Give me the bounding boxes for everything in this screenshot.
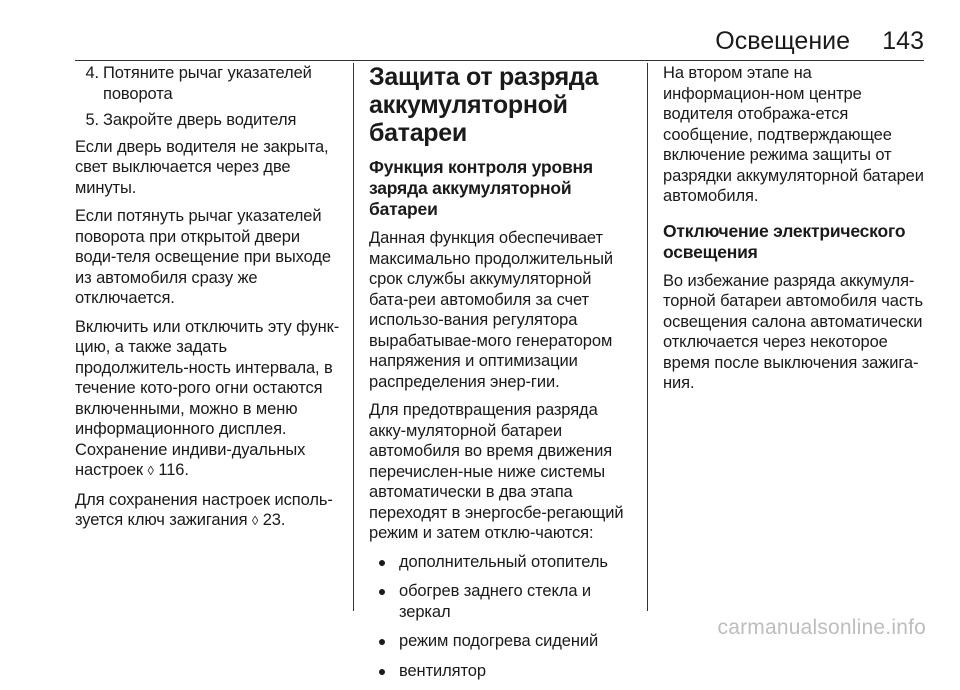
- paragraph-door-open: Если дверь водителя не закрыта, свет выключается через две минуты.: [75, 137, 329, 197]
- bullet-icon: ●: [377, 633, 387, 649]
- step-text: Закройте дверь водителя: [103, 111, 297, 129]
- page-ref-icon: ◊: [251, 513, 259, 528]
- step-number: 5.: [85, 111, 99, 129]
- paragraph-function: Данная функция обеспечивает максимально продолжительный срок службы аккумуляторной бата-реи автомобиля за счет использо-вания регулятора вырабатывае-мого генератором напряжения и оптимизации распределения энер-гии.: [369, 229, 613, 391]
- paragraph-key-text: Для сохранения настроек исполь-зуется ключ зажигания: [75, 490, 333, 529]
- step-5: [75, 110, 345, 131]
- column-divider-1: [353, 63, 354, 611]
- step-number: 4.: [85, 64, 99, 82]
- step-4: [75, 63, 345, 104]
- column-left: [75, 63, 345, 540]
- column-right: [663, 63, 928, 402]
- list-item-text: режим подогрева сидений: [399, 632, 599, 650]
- subsection-heading: Функция контроля уровня заряда аккумуляторной батареи: [369, 157, 593, 219]
- step-text: Потяните рычаг указателей поворота: [103, 64, 312, 103]
- list-item: [369, 552, 633, 573]
- paragraph-settings: [75, 317, 345, 482]
- page-ref-icon: ◊: [147, 463, 154, 478]
- bullet-icon: ●: [377, 553, 387, 570]
- paragraph-lighting-off: Во избежание разряда аккумуля-торной батареи автомобиля часть освещения салона автоматически отключается через некоторое время после выключения зажига-ния.: [663, 271, 923, 392]
- paragraph-second-stage: На втором этапе на информацион-ном центре водителя отобража-ется сообщение, подтверждающее включение режима защиты от разрядки аккумуляторной батареи автомобиля.: [663, 64, 924, 205]
- page-ref-116[interactable]: 116.: [158, 461, 189, 479]
- list-item: [369, 661, 633, 682]
- paragraph-settings-text: Включить или отключить эту функ-цию, а также задать продолжитель-ность интервала, в течение кото-рого огни остаются включенными, можно в меню информационного дисплея. Сохранение индиви-дуальных настроек: [75, 317, 340, 479]
- column-middle: [369, 63, 633, 690]
- header-rule: [75, 60, 924, 61]
- list-item-text: обогрев заднего стекла и зеркал: [399, 582, 592, 621]
- paragraph-lever: Если потянуть рычаг указателей поворота при открытой двери води-теля освещение при выходе из автомобиля сразу же отключается.: [75, 207, 331, 307]
- bullet-icon: ●: [377, 662, 387, 679]
- column-divider-2: [647, 63, 648, 611]
- list-item: [369, 581, 633, 622]
- page-ref-23[interactable]: 23.: [262, 511, 286, 529]
- section-heading: Защита от разряда аккумуляторной батареи: [369, 63, 599, 147]
- bullet-icon: ●: [377, 583, 387, 599]
- subsection-heading: Отключение электрического освещения: [663, 220, 906, 262]
- list-item-text: вентилятор: [399, 661, 486, 680]
- page-header: [0, 25, 960, 65]
- page-title: Освещение: [715, 27, 850, 55]
- watermark: carmanualsonline.info: [717, 616, 926, 639]
- paragraph-key: [75, 490, 345, 532]
- list-item: [369, 631, 633, 652]
- paragraph-prevention: Для предотвращения разряда акку-муляторной батареи автомобиля во время движения перечислен-ные ниже системы автоматически в два этапа переходят в энергосбе-регающий режим и затем отклю-чаются:: [369, 401, 624, 542]
- page-number: 143: [882, 27, 924, 55]
- list-item-text: дополнительный отопитель: [399, 552, 608, 571]
- systems-list: [369, 552, 633, 682]
